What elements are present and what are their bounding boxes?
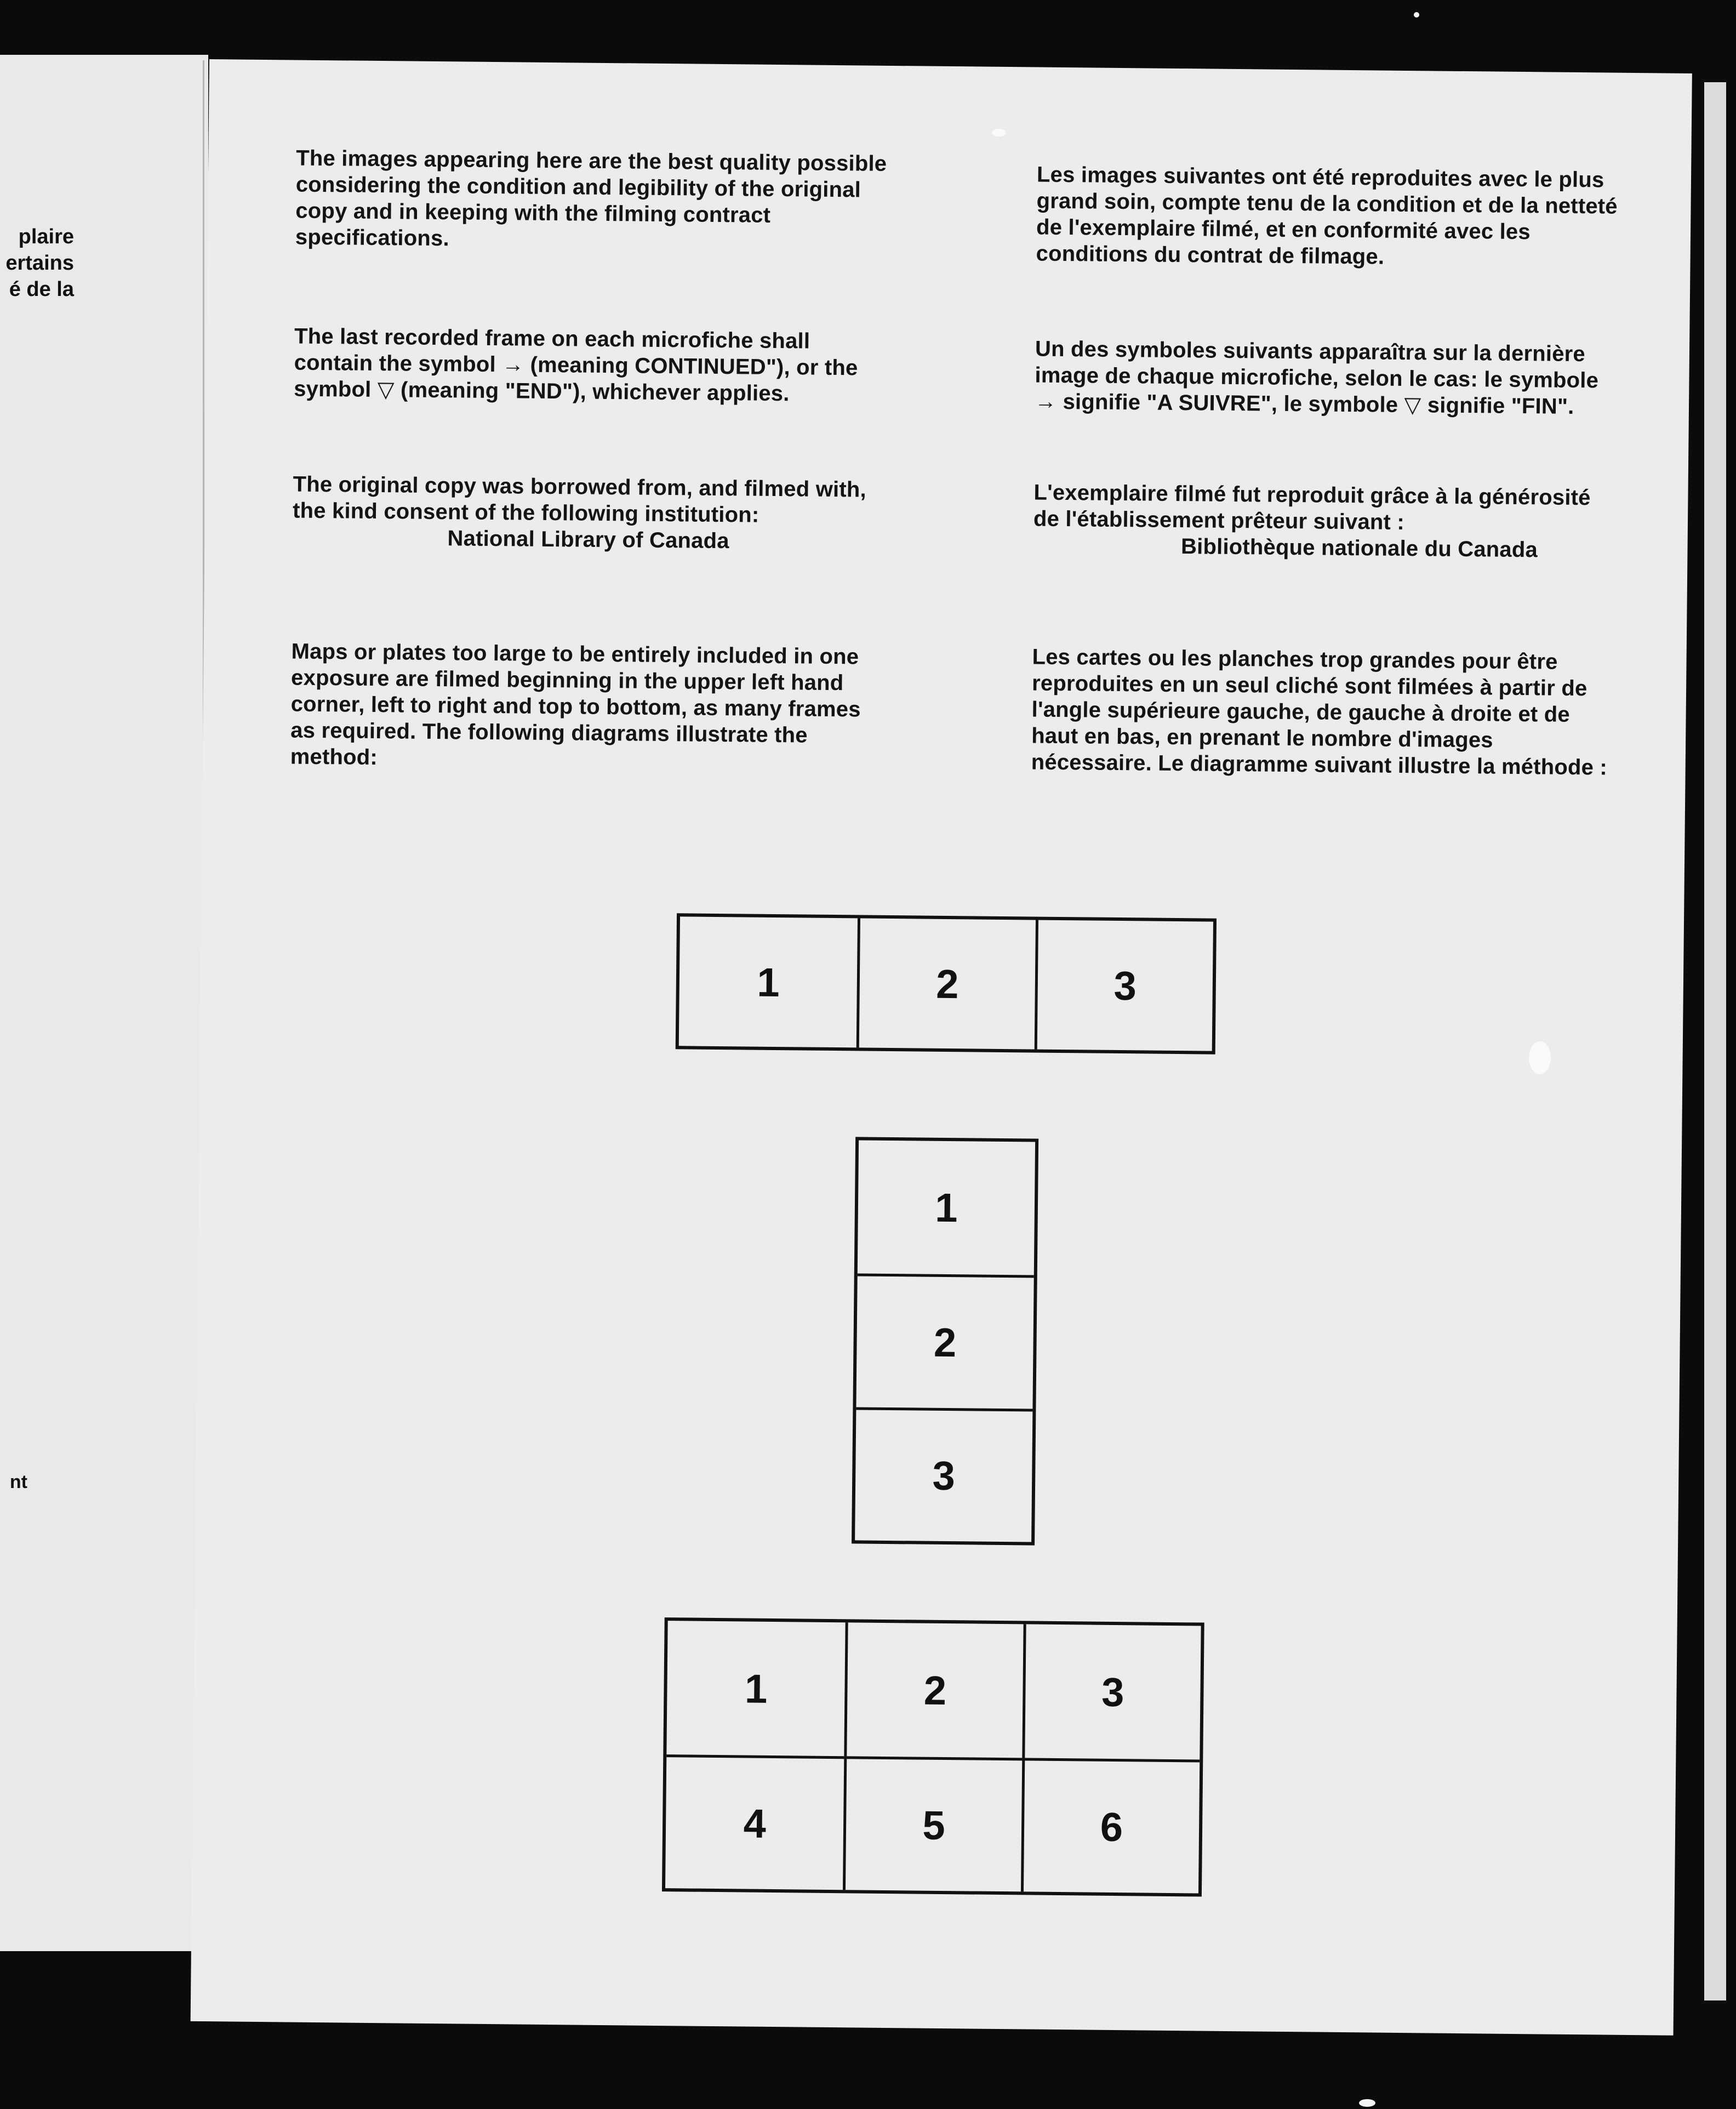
diagram-row — [676, 913, 1217, 1054]
film-speck — [1359, 2099, 1375, 2107]
symbol-notice-fr: Un des symboles suivants apparaîtra sur la dernière image de chaque microfiche, selon le cas: le symbole → signifie "A SUIVRE", le symbole ▽ signifie "FIN". — [1034, 337, 1599, 419]
previous-page-edge — [0, 55, 208, 1951]
frame-cell: 1 — [757, 959, 780, 1005]
institution-name-en: National Library of Canada — [447, 526, 729, 554]
previous-page-fragment: plaire — [18, 225, 74, 248]
lender-text-fr: L'exemplaire filmé fut reproduit grâce à la générosité de l'établissement prêteur suivant : — [1033, 480, 1591, 534]
diagram-grid — [662, 1617, 1204, 1896]
frame-cell: 1 — [744, 1666, 768, 1712]
film-speck — [992, 129, 1006, 136]
lender-notice-en — [292, 471, 884, 556]
film-speck — [1414, 12, 1419, 18]
maps-notice-fr: Les cartes ou les planches trop grandes pour être reproduites en un seul cliché sont filmées à partir de l'angle supérieure gauche, de gauche à droite et de haut en bas, en prenant le nombre d'images nécessaire. Le diagramme suivant illustre la méthode : — [1031, 645, 1608, 780]
frame-cell: 3 — [855, 1407, 1032, 1542]
frame-cell: 2 — [856, 1274, 1033, 1409]
maps-notice-en: Maps or plates too large to be entirely included in one exposure are filmed beginning in the upper left hand corner, left to right and top to bottom, as many frames as required. The following diagrams illustrate the method: — [290, 639, 861, 770]
frame-cell: 5 — [843, 1756, 1022, 1891]
symbol-notice-en: The last recorded frame on each microfiche shall contain the symbol → (meaning CONTINUED"), or the symbol ▽ (meaning "END"), whichever applies. — [294, 324, 858, 406]
frame-cell: 3 — [1022, 1624, 1201, 1759]
frame-cell: 1 — [934, 1184, 958, 1231]
lender-text-en: The original copy was borrowed from, and filmed with, the kind consent of the following institution: — [292, 472, 866, 527]
quality-notice-fr: Les images suivantes ont été reproduites avec le plus grand soin, compte tenu de la condition et de la netteté de l'exemplaire filmé, et en conformité avec les conditions du contrat de filmage. — [1036, 162, 1618, 269]
french-column — [1031, 162, 1623, 780]
frame-cell: 6 — [1021, 1758, 1200, 1893]
quality-notice-en: The images appearing here are the best quality possible considering the condition and legibility of the original copy and in keeping with the filming contract specifications. — [295, 146, 887, 251]
frame-cell: 2 — [844, 1622, 1024, 1758]
frame-cell: 3 — [1034, 920, 1213, 1051]
institution-name-fr: Bibliothèque nationale du Canada — [1180, 534, 1538, 562]
page-margin-strip — [1704, 82, 1726, 2000]
target-page — [191, 59, 1692, 2036]
frame-cell: 4 — [665, 1754, 844, 1890]
diagram-column — [852, 1137, 1038, 1545]
frame-cell: 2 — [856, 918, 1036, 1049]
previous-page-fragment: ertains — [5, 252, 74, 275]
lender-notice-fr — [1033, 479, 1620, 563]
previous-page-fragment: nt — [9, 1472, 27, 1492]
english-column — [290, 145, 888, 770]
film-speck — [1529, 1041, 1551, 1074]
previous-page-fragment: é de la — [9, 278, 74, 301]
